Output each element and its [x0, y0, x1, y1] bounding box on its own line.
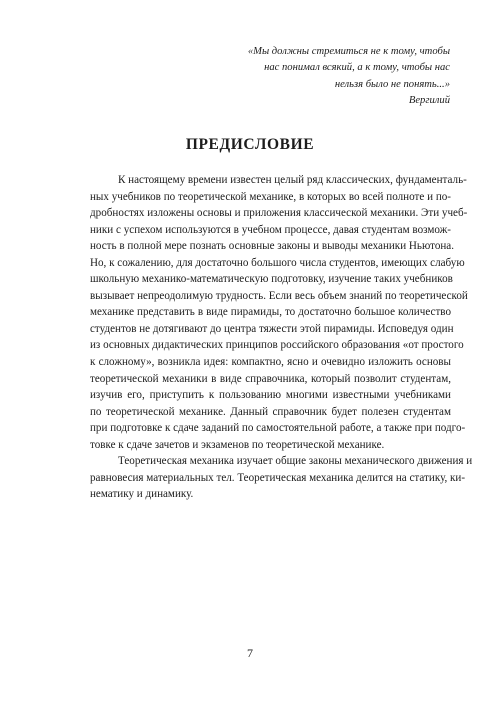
- epigraph-author: Вергилий: [408, 94, 450, 106]
- paragraph-line: Теоретическая механика изучает общие законы механического движения и: [118, 455, 473, 468]
- paragraph-line: к сложному», возникла идея: компактно, ясно и очевидно изложить основы: [90, 356, 451, 369]
- paragraph-line: К настоящему времени известен целый ряд классических, фундаменталь-: [118, 174, 467, 186]
- paragraph-line: по теоретической механике. Данный справочник будет полезен студентам: [90, 405, 451, 418]
- paragraph-line: ных учебников по теоретической механике, в которых во всей полноте и по-: [90, 190, 451, 203]
- epigraph-line: нельзя было не понять...»: [334, 78, 450, 90]
- paragraph-line: дробностях изложены основы и приложения классической механики. Эти учеб-: [90, 207, 468, 220]
- paragraph-line: вызывает непреодолимую трудность. Если весь объем знаний по теоретической: [90, 289, 468, 302]
- paragraph-line: ники с успехом используются в учебном процессе, давая студентам возмож-: [90, 223, 451, 236]
- paragraph-line: при подготовке к сдаче заданий по самостоятельной работе, а также при подго-: [90, 422, 466, 435]
- paragraph-line: нематику и динамику.: [90, 488, 194, 501]
- paragraph-line: Но, к сожалению, для достаточно большого числа студентов, имеющих слабую: [90, 256, 465, 269]
- paragraph: [90, 453, 473, 503]
- section-heading: ПРЕДИСЛОВИЕ: [185, 136, 315, 153]
- paragraph: [90, 172, 468, 453]
- paragraph-line: товке к сдаче зачетов и экзаменов по теоретической механике.: [90, 438, 385, 451]
- paragraph-line: механике представить в виде пирамиды, то достаточно большое количество: [90, 306, 451, 319]
- paragraph-line: теоретической механики в виде справочника, который позволит студентам,: [90, 372, 451, 385]
- paragraph-line: из основных дидактических принципов российского образования «от простого: [90, 339, 464, 352]
- page-number: 7: [247, 646, 253, 660]
- epigraph-line: нас понимал всякий, а к тому, чтобы нас: [264, 62, 450, 74]
- paragraph-line: ность в полной мере познать основные законы и выводы механики Ньютона.: [90, 240, 455, 253]
- paragraph-line: изучив его, приступить к пользованию многими известными учебниками: [90, 389, 451, 402]
- paragraph-line: равновесия материальных тел. Теоретическая механика делится на статику, ки-: [90, 471, 466, 484]
- paragraph-line: школьную механико-математическую подготовку, изучение таких учебников: [90, 273, 453, 286]
- body-text: [90, 172, 473, 503]
- epigraph: [150, 44, 450, 109]
- epigraph-line: «Мы должны стремиться не к тому, чтобы: [247, 46, 450, 57]
- paragraph-line: студентов не дотягивают до центра тяжести этой пирамиды. Исповедуя один: [90, 322, 454, 335]
